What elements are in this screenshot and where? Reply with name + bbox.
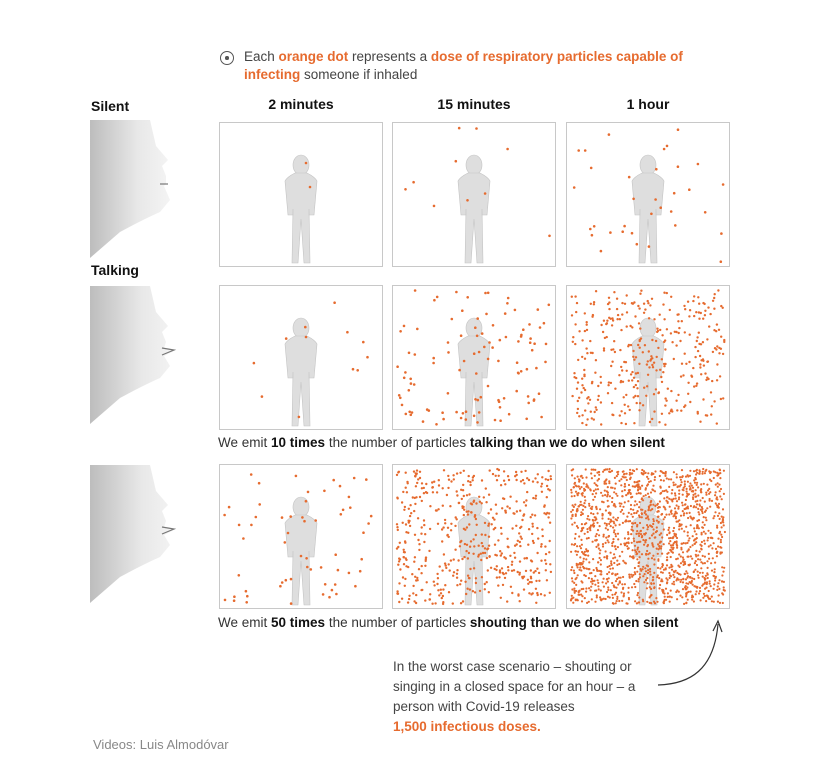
column-header-2-minutes: 2 minutes xyxy=(268,96,334,112)
video-credit: Videos: Luis Almodóvar xyxy=(93,737,229,752)
column-header-15-minutes: 15 minutes xyxy=(437,96,511,112)
person-figure xyxy=(458,318,490,426)
worst-case-note xyxy=(393,657,663,737)
panel-shouting-1-hour xyxy=(566,464,730,609)
caption-talking xyxy=(218,435,665,450)
legend-text-1: Each xyxy=(244,49,279,64)
person-figure xyxy=(285,155,317,263)
panel-silent-15-minutes xyxy=(392,122,556,267)
panel-silent-2-minutes xyxy=(219,122,383,267)
caption-talking-c: the number of particles xyxy=(325,435,470,450)
person-figure xyxy=(458,155,490,263)
person-figure xyxy=(285,497,317,605)
face-talking-image xyxy=(90,286,182,424)
panel-talking-2-minutes xyxy=(219,285,383,430)
panel-talking-1-hour xyxy=(566,285,730,430)
caption-talking-d: talking than we do when silent xyxy=(469,435,665,450)
face-silent-image xyxy=(90,120,182,258)
caption-shouting-a: We emit xyxy=(218,615,272,630)
caption-talking-b: 10 times xyxy=(271,435,326,450)
caption-shouting-c: the number of particles xyxy=(325,615,470,630)
legend-orange-dot: orange dot xyxy=(278,49,349,64)
legend-text-3: represents a xyxy=(348,49,431,64)
person-figure xyxy=(285,318,317,426)
worst-case-text: In the worst case scenario – shouting or singing in a closed space for an hour – a person with Covid-19 releases xyxy=(393,659,636,714)
face-shouting-image xyxy=(90,465,182,603)
legend-dose-text: dose of respiratory particles capable of infecting xyxy=(244,49,683,82)
panel-shouting-2-minutes xyxy=(219,464,383,609)
legend xyxy=(220,48,740,84)
caption-shouting xyxy=(218,615,678,630)
column-header-1-hour: 1 hour xyxy=(626,96,670,112)
dot-legend-icon xyxy=(220,51,234,65)
row-label-silent: Silent xyxy=(91,98,130,114)
panel-silent-1-hour xyxy=(566,122,730,267)
row-label-talking: Talking xyxy=(91,262,139,278)
caption-talking-a: We emit xyxy=(218,435,272,450)
caption-shouting-b: 50 times xyxy=(271,615,326,630)
legend-text-5: someone if inhaled xyxy=(300,67,418,82)
panel-shouting-15-minutes xyxy=(392,464,556,609)
person-figure xyxy=(632,318,664,426)
caption-shouting-d: shouting than we do when silent xyxy=(469,615,679,630)
worst-case-highlight: 1,500 infectious doses. xyxy=(393,719,541,734)
legend-text xyxy=(244,48,740,84)
panel-talking-15-minutes xyxy=(392,285,556,430)
